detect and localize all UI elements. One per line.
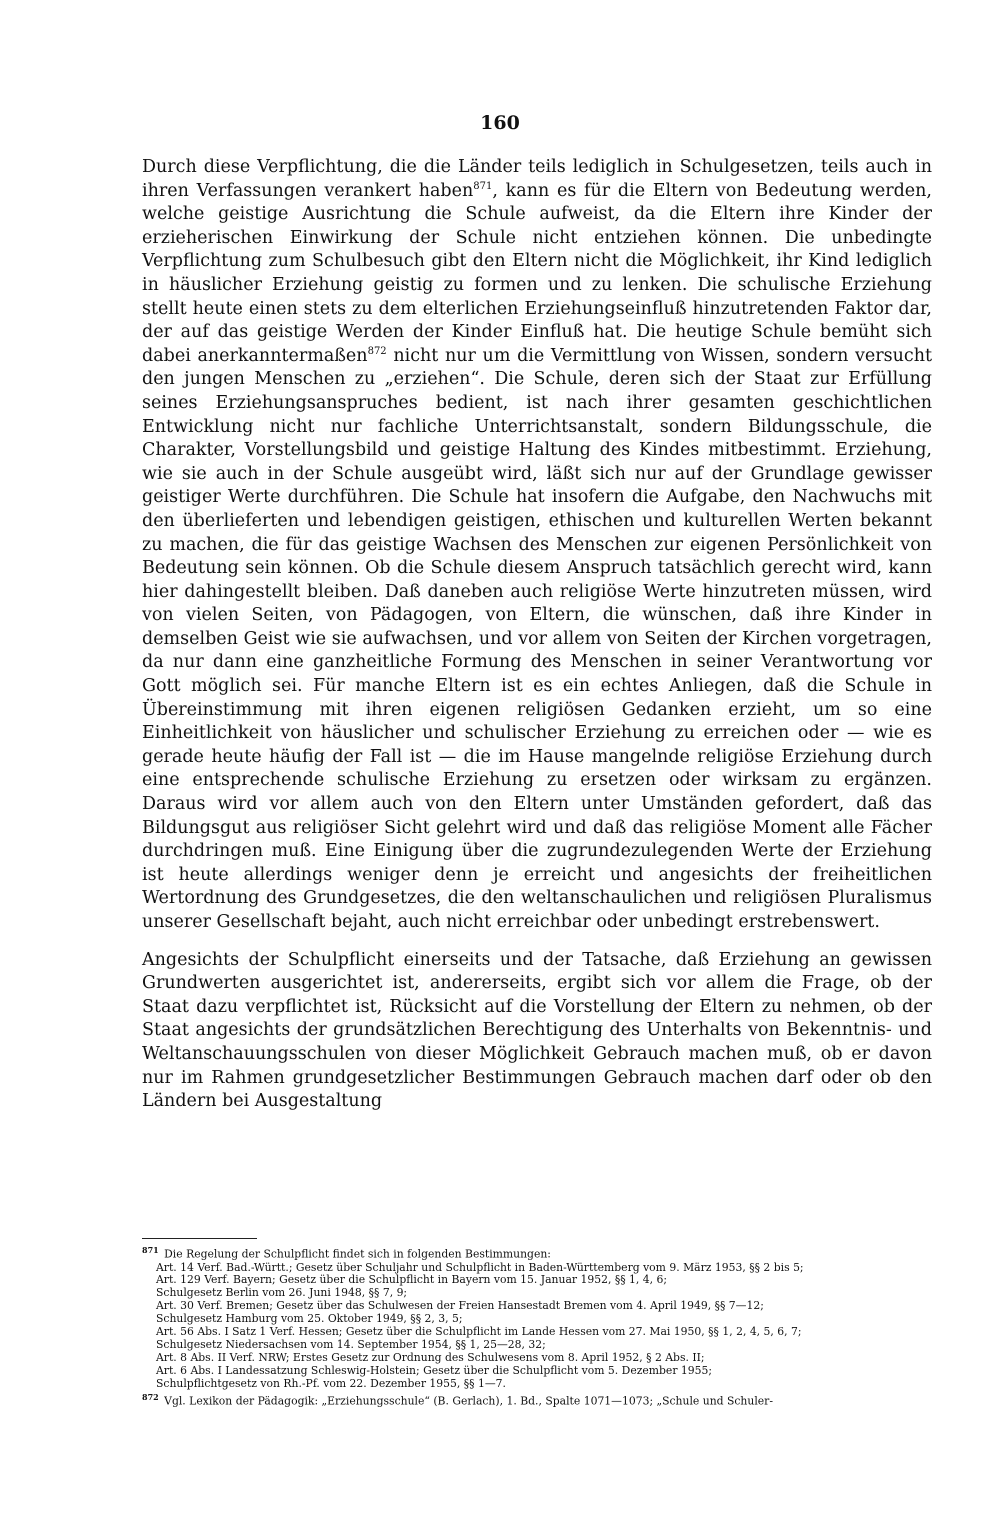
footnote-871-line: Art. 30 Verf. Bremen; Gesetz über das Schulwesen der Freien Hansestadt Bremen vom 4. April 1949, §§ 7—12; [156, 1299, 764, 1313]
paragraph-1 [142, 156, 932, 935]
footnote-871-line: Art. 14 Verf. Bad.-Württ.; Gesetz über Schuljahr und Schulpflicht in Baden-Württemberg vom 9. März 1953, §§ 2 bis 5; [156, 1260, 804, 1274]
footnotes [142, 1244, 932, 1408]
footnote-871-line: Art. 6 Abs. I Landessatzung Schleswig-Holstein; Gesetz über die Schulpflicht vom 5. Dezember 1955; [156, 1363, 713, 1377]
footnote-871 [142, 1244, 932, 1391]
footnote-871-line: Schulgesetz Niedersachsen vom 14. September 1954, §§ 1, 25—28, 32; [156, 1337, 546, 1351]
footnote-ref-871[interactable]: 871 [473, 180, 493, 192]
paragraph-2: Angesichts der Schulpflicht einerseits und der Tatsache, daß Erziehung an gewissen Grundwerten ausgerichtet ist, andererseits, ergibt sich vor allem die Frage, ob der Staat dazu verpflichtet ist, Rücksicht auf die Vorstellung der Eltern zu nehmen, ob der Staat angesichts der grundsätzlichen Berechtigung des Unterhalts von Bekenntnis- und Weltanschauungsschulen von dieser Möglichkeit Gebrauch machen muß, ob er davon nur im Rahmen grundgesetzlicher Bestimmungen Gebrauch machen darf oder ob den Ländern bei Ausgestaltung [142, 949, 932, 1112]
footnote-ref-872[interactable]: 872 [367, 345, 387, 357]
paragraph-1-part-1: Durch diese Verpflichtung, die die Länder teils lediglich in Schulgesetzen, teils auch in ihren Verfassungen verankert haben [142, 157, 932, 201]
paragraph-1-part-3: nicht nur um die Vermittlung von Wissen, sondern versucht den jungen Menschen zu „erziehen“. Die Schule, deren sich der Staat zur Erfüllung seines Erziehungsanspruches bedient, ist nach ihrer gesamten geschichtlichen Entwicklung nicht nur fachliche Unterrichtsanstalt, sondern Bildungsschule, die Charakter, Vorstellungsbild und geistige Haltung des Kindes mitbestimmt. Erziehung, wie sie auch in der Schule ausgeübt wird, läßt sich nur auf der Grundlage gewisser geistiger Werte durchführen. Die Schule hat insofern die Aufgabe, den Nachwuchs mit den überlieferten und lebendigen geistigen, ethischen und kulturellen Werten bekannt zu machen, die für das geistige Wachsen des Menschen zur eigenen Persönlichkeit von Bedeutung sein können. Ob die Schule diesem Anspruch tatsächlich gerecht wird, kann hier dahingestellt bleiben. Daß daneben auch religiöse Werte hinzutreten müssen, wird von vielen Seiten, von Pädagogen, von Eltern, die wünschen, daß ihre Kinder in demselben Geist wie sie aufwachsen, und vor allem von Seiten der Kirchen vorgetragen, da nur dann eine ganzheitliche Formung des Menschen in seiner Verantwortung vor Gott möglich sei. Für manche Eltern ist es ein echtes Anliegen, daß die Schule in Übereinstimmung mit ihren eigenen religiösen Gedanken erzieht, um so eine Einheitlichkeit von häuslicher und schulischer Erziehung zu erreichen oder — wie es gerade heute häufig der Fall ist — die im Hause mangelnde religiöse Erziehung durch eine entsprechende schulische Erziehung zu ersetzen oder wirksam zu ergänzen. Daraus wird vor allem auch von den Eltern unter Umständen gefordert, daß das Bildungsgut aus religiöser Sicht gelehrt wird und daß das religiöse Moment alle Fächer durchdringen muß. Eine Einigung über die zugrundezulegenden Werte der Erziehung ist heute allerdings weniger denn je erreicht und angesichts der freiheitlichen Wertordnung des Grundgesetzes, die den weltanschaulichen und religiösen Pluralismus unserer Gesellschaft bejaht, auch nicht erreichbar oder unbedingt erstrebenswert. [142, 345, 932, 932]
page-number: 160 [480, 112, 520, 134]
footnote-divider [142, 1238, 257, 1239]
footnote-871-line: Art. 8 Abs. II Verf. NRW; Erstes Gesetz zur Ordnung des Schulwesens vom 8. April 1952, § 2 Abs. II; [156, 1350, 705, 1364]
footnote-871-line: Schulgesetz Hamburg vom 25. Oktober 1949, §§ 2, 3, 5; [156, 1312, 463, 1326]
main-text [142, 156, 932, 1128]
footnote-872-text: Vgl. Lexikon der Pädagogik: „Erziehungsschule“ (B. Gerlach), 1. Bd., Spalte 1071—1073; „Schule und Schuler- [164, 1394, 773, 1408]
footnote-871-line: Art. 129 Verf. Bayern; Gesetz über die Schulpflicht in Bayern vom 15. Januar 1952, §§ 1, 4, 6; [156, 1273, 668, 1287]
paragraph-1-part-2: , kann es für die Eltern von Bedeutung werden, welche geistige Ausrichtung die Schule aufweist, da die Eltern ihre Kinder der erzieherischen Einwirkung der Schule nicht entziehen können. Die unbedingte Verpflichtung zum Schulbesuch gibt den Eltern nicht die Möglichkeit, ihr Kind lediglich in häuslicher Erziehung geistig zu formen und zu lenken. Die schulische Erziehung stellt heute einen stets zu dem elterlichen Erziehungseinfluß hinzutretenden Faktor dar, der auf das geistige Werden der Kinder Einfluß hat. Die heutige Schule bemüht sich dabei anerkanntermaßen [142, 180, 932, 366]
footnote-marker-871: 871 [142, 1245, 159, 1255]
footnote-871-line: Schulgesetz Berlin vom 26. Juni 1948, §§ 7, 9; [156, 1286, 408, 1300]
footnote-871-intro: Die Regelung der Schulpflicht findet sich in folgenden Bestimmungen: [164, 1247, 551, 1261]
footnote-872 [142, 1391, 932, 1409]
footnote-871-line: Schulpflichtgesetz von Rh.-Pf. vom 22. Dezember 1955, §§ 1—7. [156, 1376, 506, 1390]
footnote-marker-872: 872 [142, 1391, 159, 1402]
footnote-871-line: Art. 56 Abs. I Satz 1 Verf. Hessen; Gesetz über die Schulpflicht im Lande Hessen vom 27. Mai 1950, §§ 1, 2, 4, 5, 6, 7; [156, 1325, 802, 1339]
